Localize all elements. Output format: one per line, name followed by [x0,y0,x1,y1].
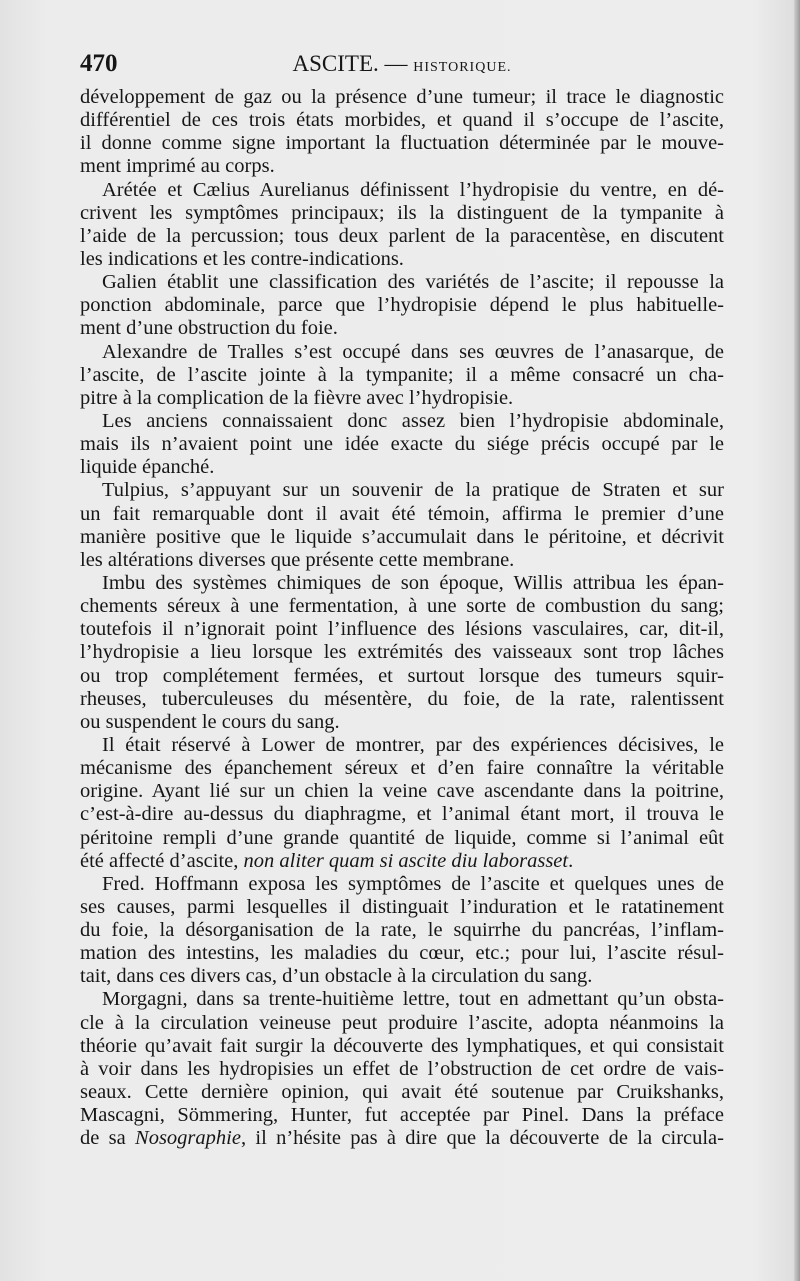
text-line [80,1012,724,1035]
text-line [80,711,724,734]
line-text: à voir dans les hydropisies un effet de l’obstruction de cet ordre de vais- [80,1057,724,1080]
page-number: 470 [80,50,118,77]
line-text: les altérations diverses que présente cette membrane. [80,548,515,571]
running-title-subtitle: HISTORIQUE. [413,60,512,75]
line-text: rheuses, tuberculeuses du mésentère, du foie, de la rate, ralentissent [80,687,724,710]
line-text: toutefois il n’ignorait point l’influence des lésions vasculaires, car, dit-il, [80,618,724,641]
line-text: liquide épanché. [80,456,215,479]
text-line [80,433,724,456]
text-line [80,271,724,294]
line-text: mécanisme des épanchement séreux et d’en faire connaître la véritable [80,757,724,780]
line-text: Morgagni, dans sa trente-huitième lettre, tout en admettant qu’un obsta- [102,988,724,1011]
text-line [80,364,724,387]
line-text: les indications et les contre-indications. [80,247,404,270]
line-text: différentiel de ces trois états morbides, et quand il s’occupe de l’ascite, [80,109,724,132]
text-line [80,618,724,641]
text-line [80,641,724,664]
line-text: Fred. Hoffmann exposa les symptômes de l’ascite et quelques unes de [102,872,724,895]
text-line [80,942,724,965]
line-text: l’ascite, de l’ascite jointe à la tympanite; il a même consacré un cha- [80,363,724,386]
line-text: ment imprimé au corps. [80,155,275,178]
line-text: cle à la circulation veineuse peut produire l’ascite, adopta néanmoins la [80,1011,724,1034]
text-line [80,572,724,595]
text-line [80,1035,724,1058]
text-line [80,109,724,132]
text-line [80,248,724,271]
italic-text: Nosographie [135,1127,241,1150]
line-text: ment d’une obstruction du foie. [80,317,338,340]
line-text: Il était réservé à Lower de montrer, par des expériences décisives, le [102,733,724,756]
line-text: Galien établit une classification des variétés de l’ascite; il repousse la [102,271,724,294]
line-text: ponction abdominale, parce que l’hydropisie dépend le plus habituelle- [80,294,724,317]
running-head [80,50,724,80]
text-line [80,665,724,688]
line-text: l’aide de la percussion; tous deux parlent de la paracentèse, en discutent [80,224,724,247]
text-line [80,225,724,248]
text-line [80,1058,724,1081]
line-text: ses causes, parmi lesquelles il distinguait l’induration et le ratatinement [80,895,724,918]
line-text: Arétée et Cælius Aurelianus définissent l’hydropisie du ventre, en dé- [102,178,724,201]
text-line [80,595,724,618]
line-text: manière positive que le liquide s’accumulait dans le péritoine, et décrivit [80,525,724,548]
line-text-after: , il n’hésite pas à dire que la découverte de la circula- [240,1127,724,1150]
line-text: ou suspendent le cours du sang. [80,710,340,733]
text-line [80,780,724,803]
line-text: du foie, la désorganisation de la rate, le squirrhe du pancréas, l’inflam- [80,919,724,942]
line-text: seaux. Cette dernière opinion, qui avait été soutenue par Cruikshanks, [80,1081,724,1104]
text-line [80,179,724,202]
line-text: Alexandre de Tralles s’est occupé dans ses œuvres de l’anasarque, de [102,340,724,363]
text-line [80,988,724,1011]
text-line [80,503,724,526]
line-text: péritoine rempli d’une grande quantité de liquide, comme si l’animal eût [80,826,724,849]
line-text: l’hydropisie a lieu lorsque les extrémités des vaisseaux sont trop lâches [80,641,724,664]
text-line [80,850,724,873]
line-text: origine. Ayant lié sur un chien la veine cave ascendante dans la poitrine, [80,780,724,803]
line-text: développement de gaz ou la présence d’une tumeur; il trace le diagnostic [80,86,724,108]
text-line [80,1081,724,1104]
line-text: mation des intestins, les maladies du cœur, etc.; pour lui, l’ascite résul- [80,942,724,965]
text-line [80,202,724,225]
text-line [80,410,724,433]
italic-text: non aliter quam si ascite diu laborasset [243,849,569,872]
line-text: un fait remarquable dont il avait été témoin, affirma le premier d’une [80,502,724,525]
text-line [80,734,724,757]
running-title-main: ASCITE. [292,51,379,76]
text-line [80,1104,724,1127]
line-text: il donne comme signe important la fluctuation déterminée par le mouve- [80,132,724,155]
text-line [80,294,724,317]
running-title [80,51,724,77]
line-text: pitre à la complication de la fièvre avec l’hydropisie. [80,386,514,409]
line-text: crivent les symptômes principaux; ils la distinguent de la tympanite à [80,201,724,224]
line-text: tait, dans ces divers cas, d’un obstacle à la circulation du sang. [80,965,593,988]
line-text: théorie qu’avait fait surgir la découverte des lymphatiques, et qui consistait [80,1034,724,1057]
line-text: de sa [80,1127,126,1150]
text-line [80,479,724,502]
line-text: Imbu des systèmes chimiques de son époque, Willis attribua les épan- [102,571,724,594]
line-text: chements séreux à une fermentation, à une sorte de combustion du sang; [80,595,724,618]
text-line [80,549,724,572]
line-text-after: . [568,849,574,872]
text-line [80,803,724,826]
line-text: Tulpius, s’appuyant sur un souvenir de la pratique de Straten et sur [102,479,724,502]
line-text: Les anciens connaissaient donc assez bien l’hydropisie abdominale, [102,409,724,432]
text-line [80,341,724,364]
line-text: Mascagni, Sömmering, Hunter, fut acceptée par Pinel. Dans la préface [80,1104,724,1127]
text-line [80,526,724,549]
line-text: été affecté d’ascite, [80,849,239,872]
text-line [80,827,724,850]
line-text: c’est-à-dire au-dessus du diaphragme, et l’animal étant mort, il trouva le [80,803,724,826]
text-line [80,1127,724,1150]
text-line [80,688,724,711]
text-line [80,919,724,942]
text-line [80,456,724,479]
text-line [80,86,724,109]
text-line [80,317,724,340]
text-line [80,965,724,988]
line-text: mais ils n’avaient point une idée exacte du siége précis occupé par le [80,433,724,456]
text-line [80,873,724,896]
page-edge-shadow [794,0,800,1281]
text-line [80,155,724,178]
running-title-separator: — [384,51,408,76]
line-text: ou trop complétement fermées, et surtout lorsque des tumeurs squir- [80,664,724,687]
text-line [80,132,724,155]
body-text [80,86,724,1150]
text-line [80,387,724,410]
text-line [80,896,724,919]
text-line [80,757,724,780]
